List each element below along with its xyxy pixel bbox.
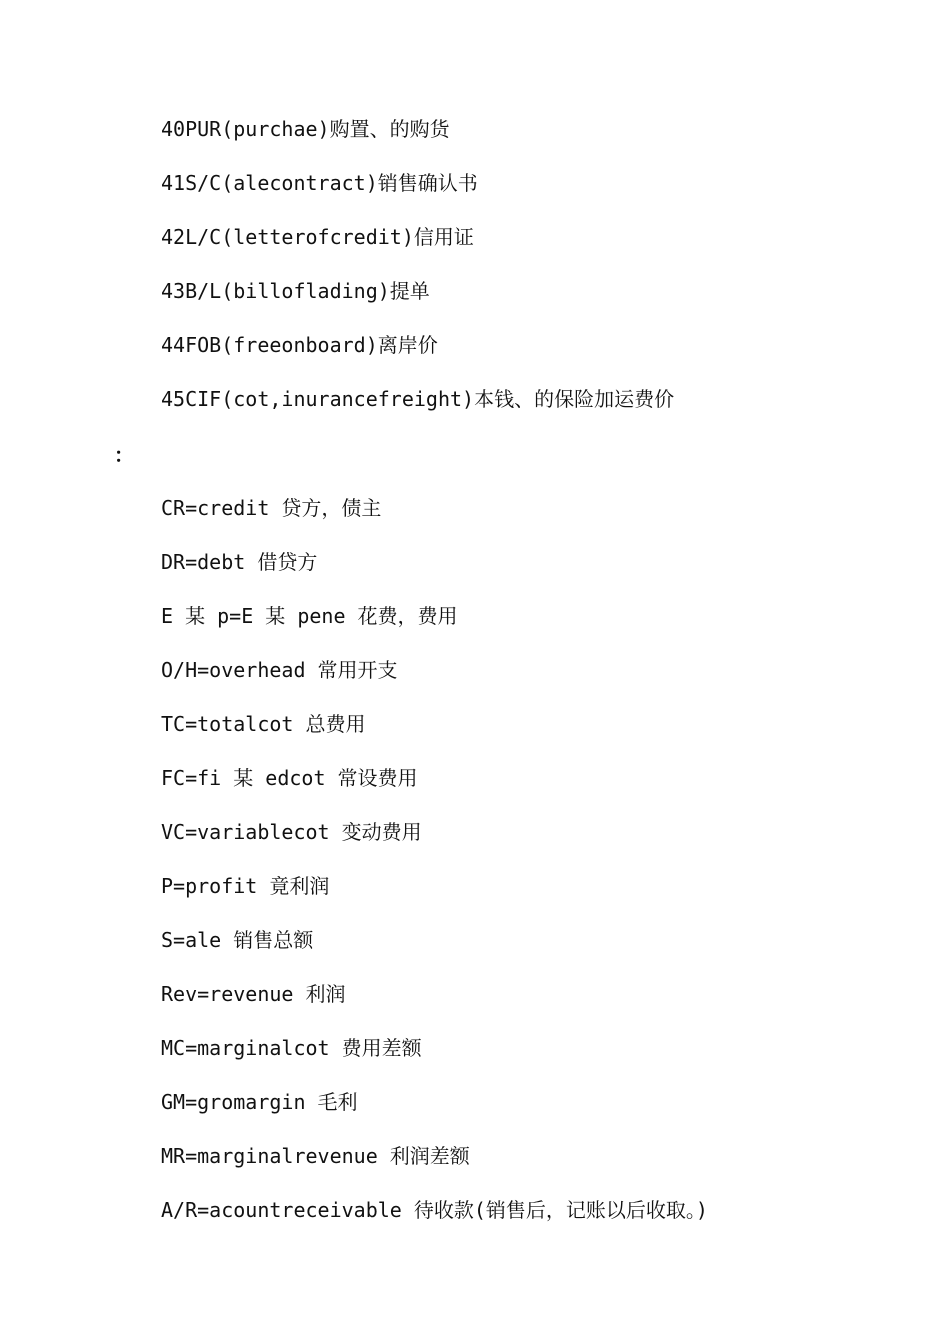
term-line: E 某 p=E 某 pene 花费，费用 xyxy=(161,604,458,628)
term-line: P=profit 竟利润 xyxy=(161,874,330,898)
term-line: FC=fi 某 edcot 常设费用 xyxy=(161,766,418,790)
term-line: VC=variablecot 变动费用 xyxy=(161,820,422,844)
term-line: 44FOB(freeonboard)离岸价 xyxy=(161,333,438,357)
term-line: DR=debt 借贷方 xyxy=(161,550,318,574)
term-line: GM=gromargin 毛利 xyxy=(161,1090,358,1114)
term-line: MR=marginalrevenue 利润差额 xyxy=(161,1144,470,1168)
term-line: 41S/C(alecontract)销售确认书 xyxy=(161,171,478,195)
term-line: A/R=acountreceivable 待收款(销售后，记账以后收取。) xyxy=(161,1198,708,1222)
term-line: 40PUR(purchae)购置、的购货 xyxy=(161,117,450,141)
term-line: TC=totalcot 总费用 xyxy=(161,712,366,736)
term-line: S=ale 销售总额 xyxy=(161,928,314,952)
term-line: 42L/C(letterofcredit)信用证 xyxy=(161,225,474,249)
term-line: Rev=revenue 利润 xyxy=(161,982,346,1006)
term-line: 45CIF(cot,inurancefreight)本钱、的保险加运费价 xyxy=(161,387,675,411)
section-separator: ： xyxy=(114,443,134,467)
term-line: CR=credit 贷方，债主 xyxy=(161,496,382,520)
term-line: MC=marginalcot 费用差额 xyxy=(161,1036,422,1060)
term-line: O/H=overhead 常用开支 xyxy=(161,658,398,682)
term-line: 43B/L(billoflading)提单 xyxy=(161,279,430,303)
